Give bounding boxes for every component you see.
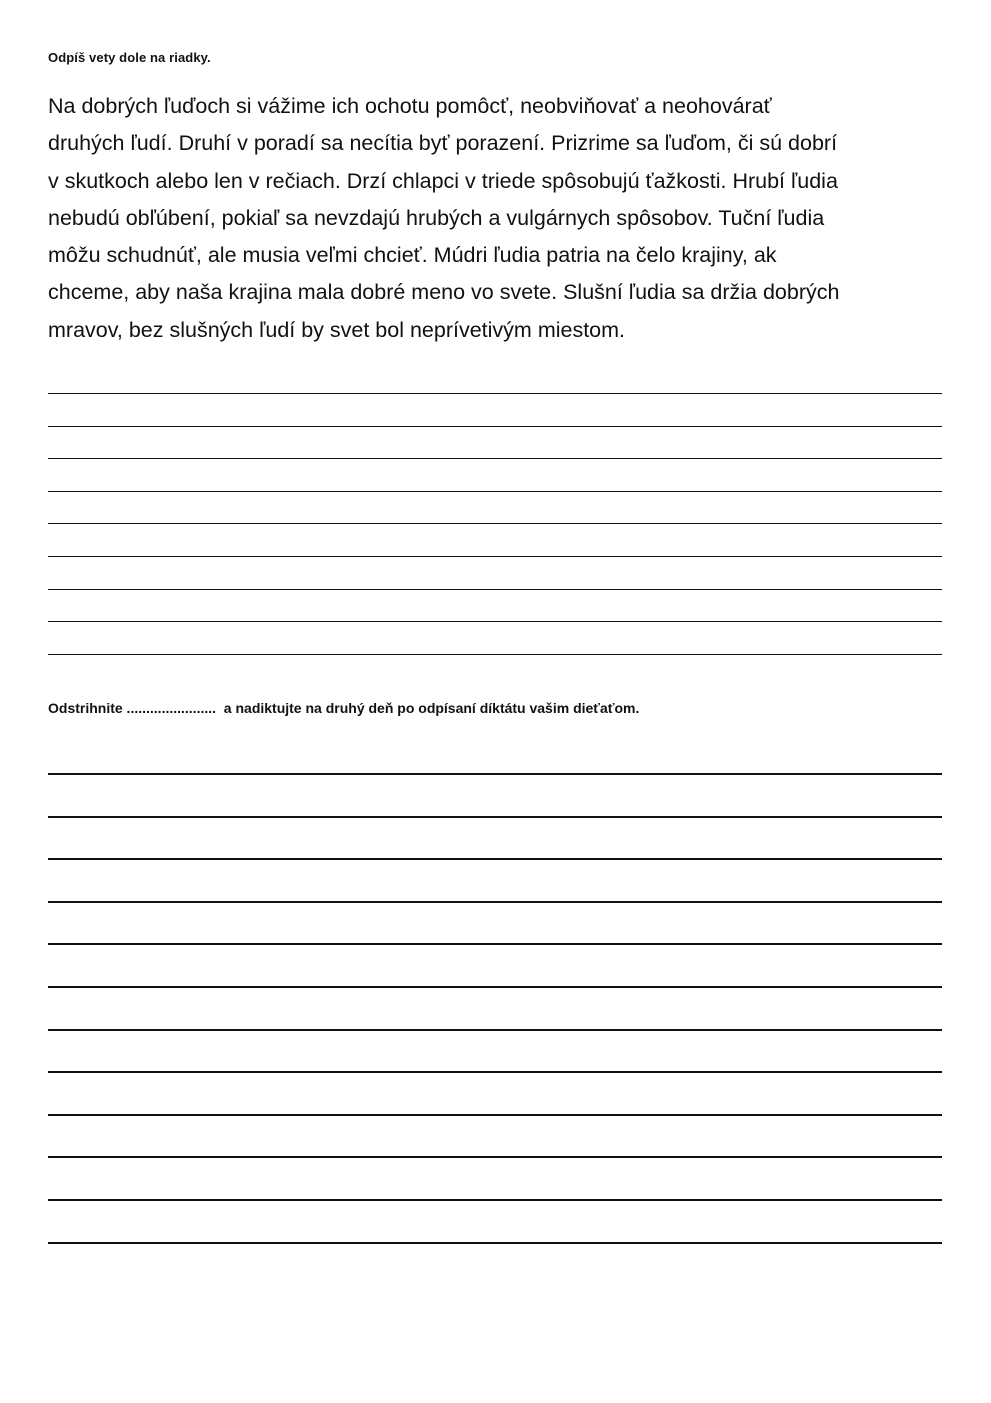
passage-line: v skutkoch alebo len v rečiach. Drzí chlapci v triede spôsobujú ťažkosti. Hrubí ľudia	[48, 168, 838, 193]
passage-line: Na dobrých ľuďoch si vážime ich ochotu pomôcť, neobviňovať a neohovárať	[48, 94, 772, 118]
writing-line	[48, 654, 942, 655]
writing-line	[48, 901, 942, 903]
writing-line	[48, 458, 942, 459]
writing-line	[48, 523, 942, 524]
writing-line	[48, 491, 942, 492]
writing-line	[48, 816, 942, 818]
writing-line	[48, 986, 942, 988]
passage-line: nebudú obľúbení, pokiaľ sa nevzdajú hrubých a vulgárnych spôsobov. Tuční ľudia	[48, 205, 825, 230]
writing-line	[48, 393, 942, 394]
writing-line	[48, 426, 942, 427]
writing-line	[48, 943, 942, 945]
passage-line: mravov, bez slušných ľudí by svet bol neprívetivým miestom.	[48, 317, 626, 342]
writing-line	[48, 1029, 942, 1031]
writing-line	[48, 773, 942, 775]
passage-line: môžu schudnúť, ale musia veľmi chcieť. Múdri ľudia patria na čelo krajiny, ak	[48, 243, 777, 268]
writing-line	[48, 1071, 942, 1073]
writing-line	[48, 1242, 942, 1244]
dictation-passage	[48, 88, 948, 349]
writing-line	[48, 1199, 942, 1201]
writing-line	[48, 858, 942, 860]
passage-line: chceme, aby naša krajina mala dobré meno vo svete. Slušní ľudia sa držia dobrých	[48, 280, 840, 305]
cut-instruction: Odstrihnite ....................... a nadiktujte na druhý deň po odpísaní díktátu vašim dieťaťom.	[48, 700, 640, 716]
writing-line	[48, 1156, 942, 1158]
instruction-heading: Odpíš vety dole na riadky.	[48, 50, 211, 65]
passage-line: druhých ľudí. Druhí v poradí sa necítia byť porazení. Prizrime sa ľuďom, či sú dobrí	[48, 131, 838, 156]
writing-line	[48, 556, 942, 557]
writing-line	[48, 589, 942, 590]
writing-line	[48, 621, 942, 622]
writing-line	[48, 1114, 942, 1116]
